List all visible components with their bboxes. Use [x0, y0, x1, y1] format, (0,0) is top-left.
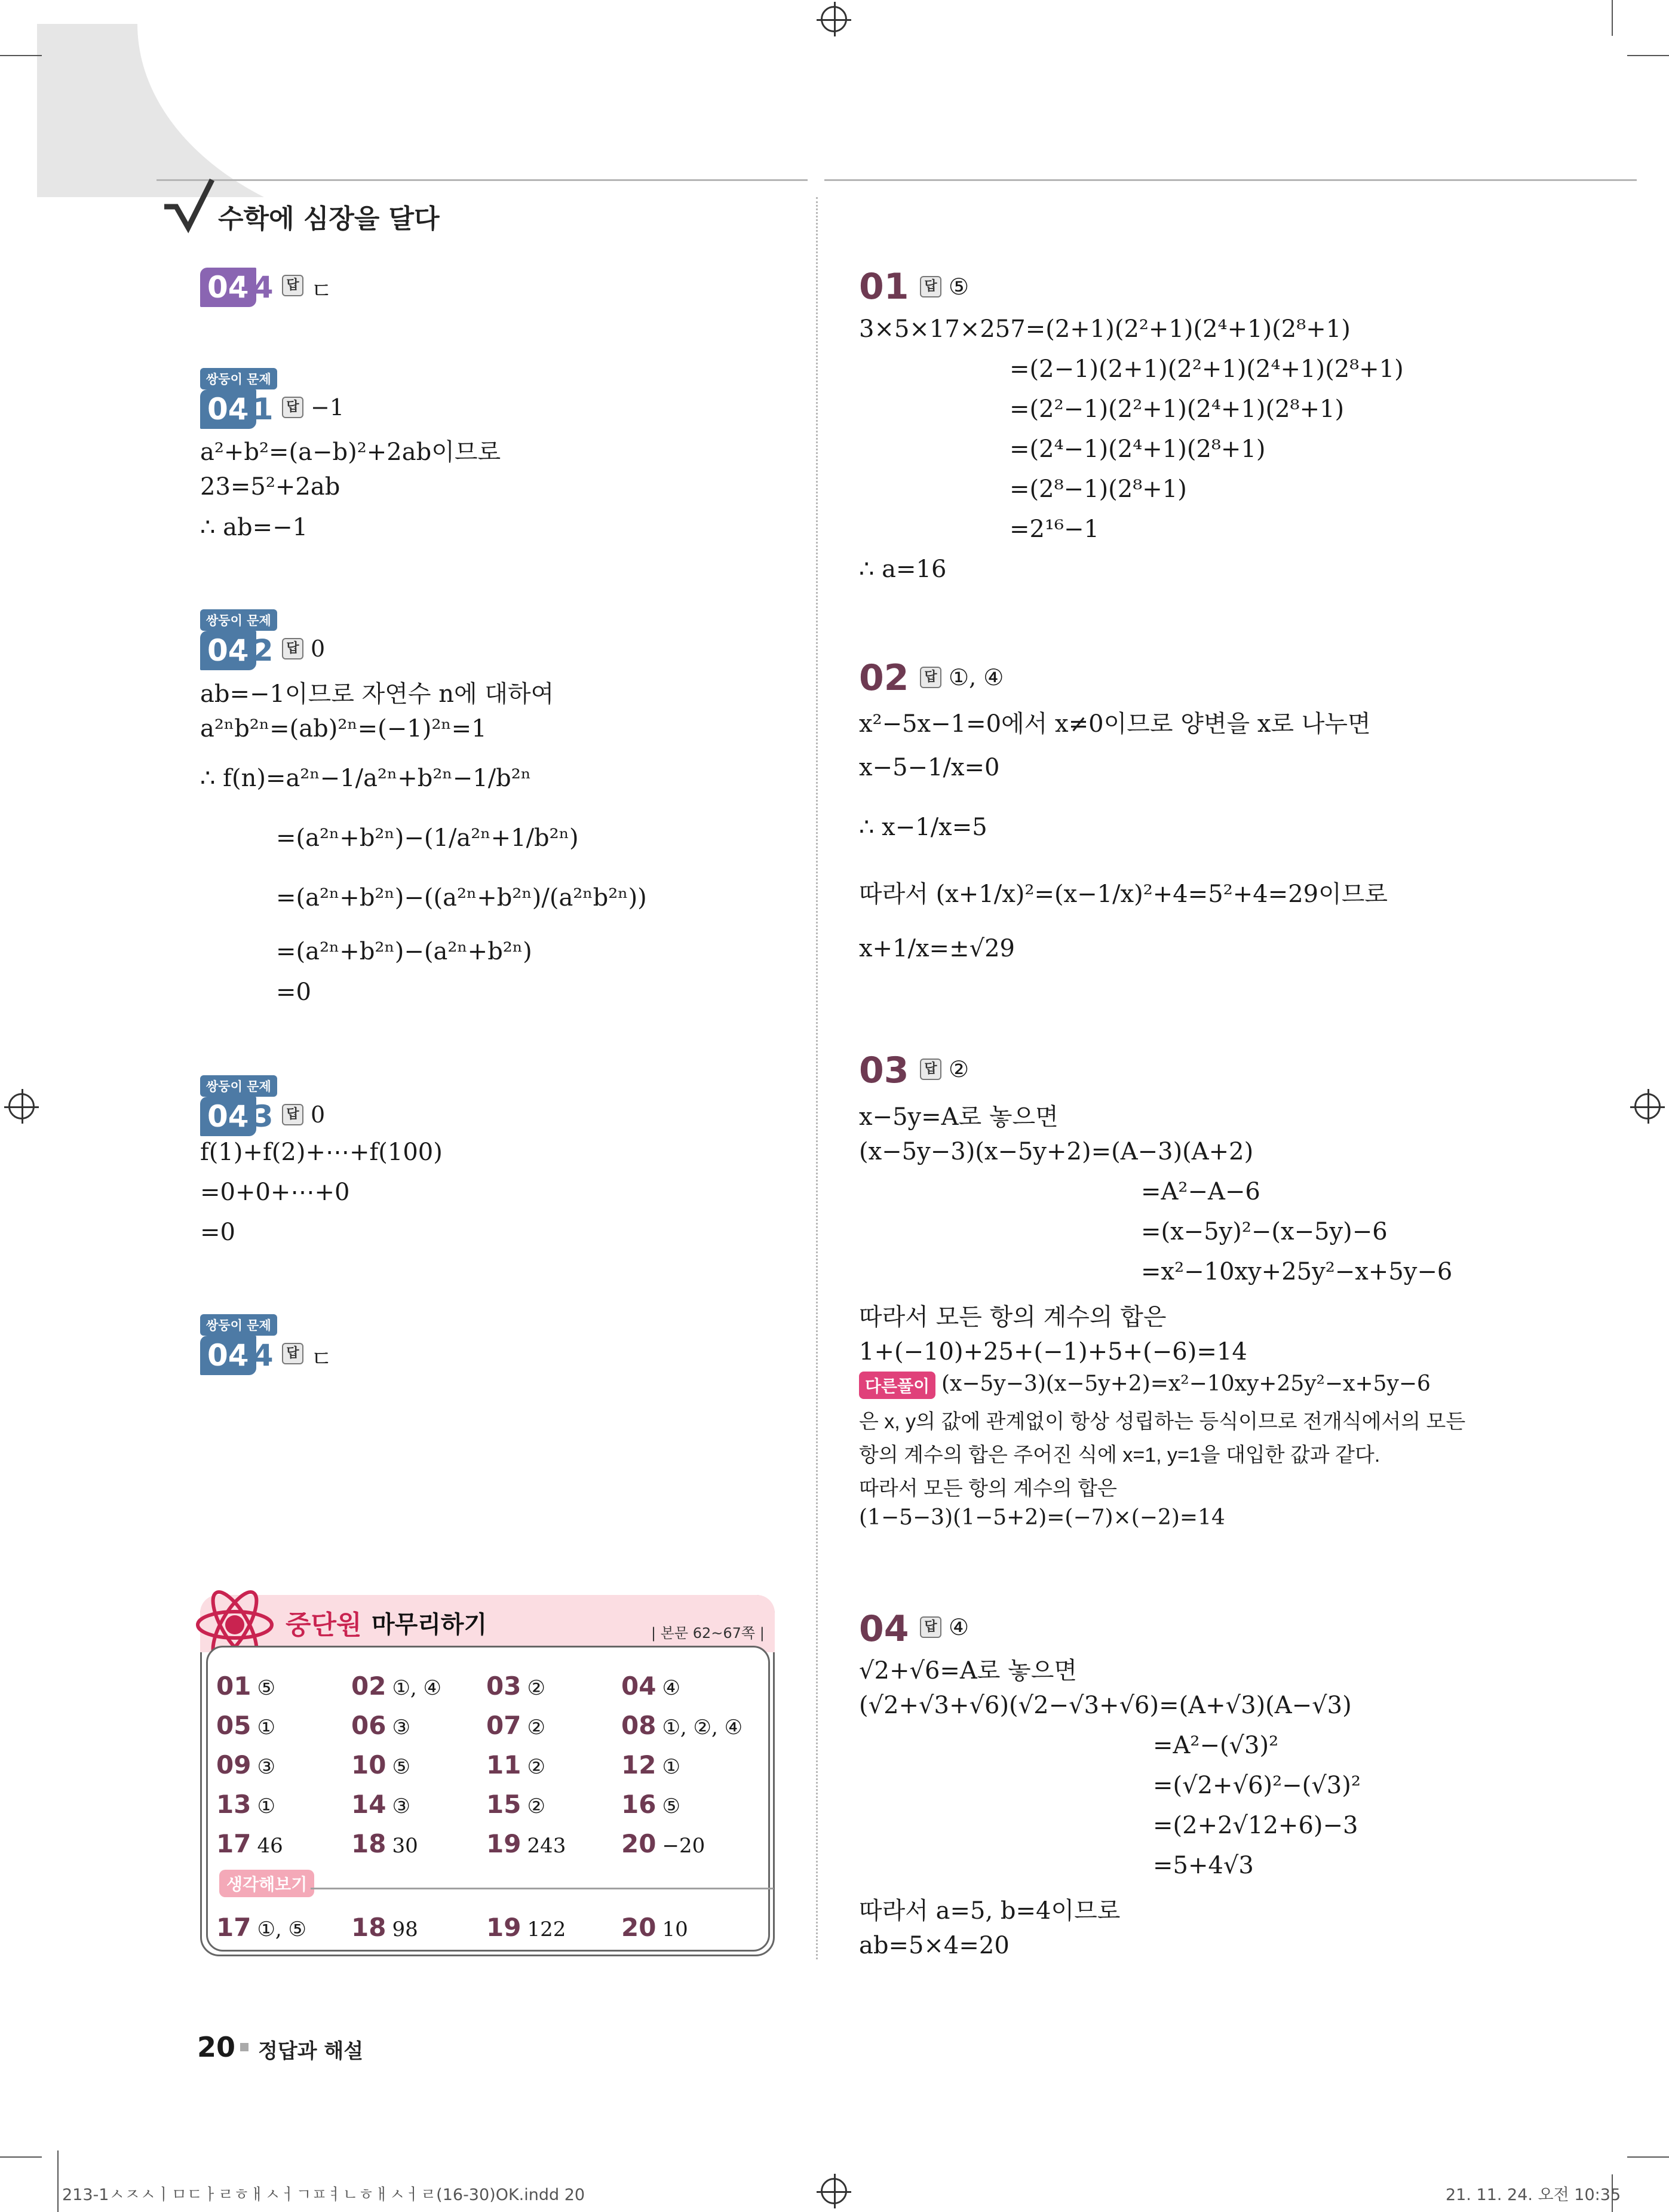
summary-answer-value: 30 — [392, 1834, 418, 1858]
solution-line: =0 — [200, 1219, 235, 1246]
think-answer-value: 122 — [527, 1918, 566, 1941]
solution-line: 23=5²+2ab — [200, 473, 340, 501]
header-rule-right — [824, 179, 1637, 181]
summary-answer-value: ② — [527, 1716, 545, 1739]
summary-problem-number: 04 — [621, 1671, 656, 1701]
registration-mark-icon — [8, 1093, 35, 1119]
problem-suffix: -4 — [240, 1338, 274, 1373]
summary-answer-cell — [621, 1711, 743, 1740]
think-problem-number: 18 — [351, 1913, 386, 1942]
summary-answer-value: ① — [257, 1716, 275, 1739]
summary-problem-number: 16 — [621, 1790, 656, 1819]
page-section-label: 정답과 해설 — [258, 2039, 364, 2063]
summary-answer-value: ⑤ — [392, 1755, 410, 1779]
solution-line: 1+(−10)+25+(−1)+5+(−6)=14 — [859, 1338, 1247, 1366]
solution-line: =(2−1)(2+1)(2²+1)(2⁴+1)(2⁸+1) — [1010, 355, 1404, 383]
summary-answer-value: 243 — [527, 1834, 566, 1858]
solution-line: =0 — [276, 978, 311, 1006]
think-answer-cell — [486, 1913, 566, 1942]
summary-problem-number: 20 — [621, 1829, 656, 1858]
alt-solution-line: 은 x, y의 값에 관계없이 항상 성립하는 등식이므로 전개식에서의 모든 — [859, 1410, 1466, 1433]
answer-mark-icon: 답 — [920, 1059, 941, 1080]
print-timestamp: 21. 11. 24. 오전 10:35 — [1446, 2186, 1621, 2204]
crop-mark — [0, 55, 42, 56]
solution-line: 따라서 a=5, b=4이므로 — [859, 1897, 1121, 1925]
answer-mark-icon: 답 — [282, 275, 303, 296]
problem-suffix: -3 — [240, 1099, 274, 1134]
solution-line: =(a²ⁿ+b²ⁿ)−(a²ⁿ+b²ⁿ) — [276, 938, 532, 965]
summary-answer-cell — [621, 1829, 705, 1858]
summary-answer-cell — [351, 1671, 441, 1701]
summary-answer-value: ⑤ — [662, 1794, 680, 1818]
summary-answer-value: ① — [662, 1755, 680, 1779]
solution-line: =(2⁸−1)(2⁸+1) — [1010, 475, 1187, 503]
solution-line: =(a²ⁿ+b²ⁿ)−((a²ⁿ+b²ⁿ)/(a²ⁿb²ⁿ)) — [276, 884, 647, 912]
summary-problem-number: 07 — [486, 1711, 521, 1740]
summary-answer-cell — [486, 1829, 566, 1858]
summary-problem-number: 06 — [351, 1711, 386, 1740]
summary-title: 중단원 — [286, 1610, 362, 1640]
summary-answer-cell — [216, 1790, 275, 1819]
solution-line: =(x−5y)²−(x−5y)−6 — [1141, 1218, 1388, 1245]
solution-line: =(a²ⁿ+b²ⁿ)−(1/a²ⁿ+1/b²ⁿ) — [276, 824, 579, 852]
summary-subtitle: 마무리하기 — [372, 1611, 487, 1639]
summary-answer-value: 46 — [257, 1834, 283, 1858]
summary-answer-cell — [621, 1790, 680, 1819]
problem-suffix: -1 — [240, 392, 274, 427]
solution-line: =A²−A−6 — [1141, 1178, 1260, 1205]
twin-problem-label: 쌍둥이 문제 — [200, 368, 277, 389]
summary-answer-value: ① — [257, 1794, 275, 1818]
solution-line: a²ⁿb²ⁿ=(ab)²ⁿ=(−1)²ⁿ=1 — [200, 715, 487, 743]
answer-value: 0 — [311, 1102, 326, 1128]
crop-mark — [57, 2150, 59, 2212]
summary-answer-value: ④ — [662, 1676, 680, 1700]
solution-line: f(1)+f(2)+⋯+f(100) — [200, 1139, 443, 1166]
solution-line: ab=5×4=20 — [859, 1932, 1010, 1959]
registration-mark-icon — [1634, 1093, 1661, 1119]
summary-problem-number: 11 — [486, 1750, 521, 1780]
summary-answer-value: ⑤ — [257, 1676, 275, 1700]
file-info: 213-1ㅅㅈㅅㅣㅁㄷㅏㄹㅎㅐㅅㅓㄱㅍㅕㄴㅎㅐㅅㅓㄹ(16-30)OK.indd 20 — [62, 2186, 585, 2204]
summary-answer-cell — [486, 1711, 545, 1740]
solution-line: =A²−(√3)² — [1153, 1732, 1279, 1759]
summary-problem-number: 02 — [351, 1671, 386, 1701]
summary-answer-cell — [486, 1671, 545, 1701]
sqrt-logo-icon — [161, 177, 221, 237]
think-answer-cell — [621, 1913, 688, 1942]
problem-number: 03 — [859, 1050, 909, 1091]
solution-line: 따라서 (x+1/x)²=(x−1/x)²+4=5²+4=29이므로 — [859, 880, 1388, 908]
column-divider — [816, 197, 818, 1959]
solution-line: ab=−1이므로 자연수 n에 대하여 — [200, 680, 554, 708]
summary-problem-number: 15 — [486, 1790, 521, 1819]
problem-number: 02 — [859, 657, 909, 699]
problem-suffix: -4 — [240, 270, 274, 305]
summary-answer-cell — [621, 1671, 680, 1701]
summary-answer-cell — [351, 1750, 410, 1780]
answer-value: ② — [949, 1056, 970, 1082]
think-answer-value: ①, ⑤ — [257, 1918, 307, 1941]
solution-line: (√2+√3+√6)(√2−√3+√6)=(A+√3)(A−√3) — [859, 1692, 1352, 1719]
solution-line: =x²−10xy+25y²−x+5y−6 — [1141, 1258, 1453, 1286]
summary-problem-number: 10 — [351, 1750, 386, 1780]
book-title: 수학에 심장을 달다 — [218, 204, 440, 234]
problem-tag: 04 — [200, 389, 256, 429]
solution-line: (x−5y−3)(x−5y+2)=(A−3)(A+2) — [859, 1138, 1254, 1165]
problem-tag: 04 — [200, 1097, 256, 1136]
summary-answer-value: −20 — [662, 1834, 705, 1858]
problem-number: 04 — [859, 1608, 909, 1650]
answer-value: ⑤ — [949, 274, 970, 300]
summary-answer-cell — [216, 1711, 275, 1740]
summary-problem-number: 17 — [216, 1829, 251, 1858]
alt-solution-line: 항의 계수의 합은 주어진 식에 x=1, y=1을 대입한 값과 같다. — [859, 1444, 1380, 1467]
summary-answer-cell — [216, 1671, 275, 1701]
answer-value: 0 — [311, 636, 326, 662]
crop-mark — [1612, 0, 1613, 36]
summary-problem-number: 09 — [216, 1750, 251, 1780]
think-further-label: 생각해보기 — [219, 1870, 314, 1897]
registration-mark-icon — [821, 2178, 847, 2204]
think-problem-number: 19 — [486, 1913, 521, 1942]
problem-tag: 04 — [200, 268, 256, 307]
answer-mark-icon: 답 — [282, 638, 303, 659]
summary-answer-cell — [216, 1829, 283, 1858]
problem-tag: 04 — [200, 631, 256, 670]
solution-line: x+1/x=±√29 — [859, 935, 1015, 962]
think-answer-cell — [216, 1913, 306, 1942]
solution-line: ∴ ab=−1 — [200, 514, 308, 541]
crop-mark — [1627, 55, 1669, 56]
solution-line: =(2⁴−1)(2⁴+1)(2⁸+1) — [1010, 435, 1266, 463]
summary-answer-value: ② — [527, 1676, 545, 1700]
summary-answer-value: ①, ②, ④ — [662, 1716, 743, 1739]
answer-mark-icon: 답 — [282, 1104, 303, 1125]
solution-line: =0+0+⋯+0 — [200, 1179, 350, 1206]
answer-value: −1 — [311, 394, 345, 421]
page-number: 20 — [197, 2031, 236, 2063]
solution-line: =(√2+√6)²−(√3)² — [1153, 1772, 1361, 1799]
think-problem-number: 20 — [621, 1913, 656, 1942]
solution-line: =(2+2√12+6)−3 — [1153, 1812, 1358, 1839]
solution-line: x−5y=A로 놓으면 — [859, 1103, 1059, 1131]
page-bullet — [240, 2043, 248, 2051]
solution-line: ∴ x−1/x=5 — [859, 814, 987, 841]
summary-problem-number: 13 — [216, 1790, 251, 1819]
answer-value: ④ — [949, 1614, 970, 1640]
registration-mark-icon — [821, 6, 847, 32]
header-rule-left — [157, 179, 808, 181]
summary-answer-cell — [351, 1711, 410, 1740]
summary-problem-number: 19 — [486, 1829, 521, 1858]
solution-line: =(2²−1)(2²+1)(2⁴+1)(2⁸+1) — [1010, 395, 1345, 423]
answer-value: ①, ④ — [949, 664, 1004, 691]
summary-page-ref: | 본문 62~67쪽 | — [651, 1625, 765, 1642]
summary-problem-number: 01 — [216, 1671, 251, 1701]
summary-answer-cell — [486, 1750, 545, 1780]
answer-mark-icon: 답 — [282, 397, 303, 418]
problem-suffix: -2 — [240, 633, 274, 668]
alt-solution-line: (x−5y−3)(x−5y+2)=x²−10xy+25y²−x+5y−6 — [941, 1372, 1431, 1396]
problem-tag: 04 — [200, 1336, 256, 1375]
answer-mark-icon: 답 — [920, 1616, 941, 1638]
alt-solution-line: 따라서 모든 항의 계수의 합은 — [859, 1477, 1117, 1500]
twin-problem-label: 쌍둥이 문제 — [200, 1075, 277, 1097]
answer-mark-icon: 답 — [282, 1343, 303, 1364]
summary-answer-value: ③ — [392, 1794, 410, 1818]
answer-value: ㄷ — [311, 278, 333, 304]
summary-answer-cell — [351, 1790, 410, 1819]
summary-answer-cell — [621, 1750, 680, 1780]
solution-line: =2¹⁶−1 — [1010, 516, 1099, 543]
summary-problem-number: 18 — [351, 1829, 386, 1858]
think-answer-cell — [351, 1913, 418, 1942]
solution-line: ∴ a=16 — [859, 556, 947, 583]
answer-mark-icon: 답 — [920, 667, 941, 688]
solution-line: √2+√6=A로 놓으면 — [859, 1657, 1078, 1685]
crop-mark — [1627, 2156, 1669, 2158]
problem-number: 01 — [859, 266, 909, 308]
summary-answer-value: ② — [527, 1794, 545, 1818]
summary-answer-value: ①, ④ — [392, 1676, 442, 1700]
solution-line: 3×5×17×257=(2+1)(2²+1)(2⁴+1)(2⁸+1) — [859, 315, 1351, 343]
summary-problem-number: 08 — [621, 1711, 656, 1740]
alternative-solution-label: 다른풀이 — [859, 1372, 935, 1399]
summary-problem-number: 12 — [621, 1750, 656, 1780]
summary-problem-number: 14 — [351, 1790, 386, 1819]
think-answer-value: 10 — [662, 1918, 688, 1941]
solution-line: ∴ f(n)=a²ⁿ−1/a²ⁿ+b²ⁿ−1/b²ⁿ — [200, 765, 532, 792]
alt-solution-line: (1−5−3)(1−5+2)=(−7)×(−2)=14 — [859, 1505, 1225, 1530]
solution-line: x−5−1/x=0 — [859, 754, 1000, 781]
answer-mark-icon: 답 — [920, 276, 941, 297]
twin-problem-label: 쌍둥이 문제 — [200, 609, 277, 631]
summary-answer-value: ③ — [257, 1755, 275, 1779]
solution-line: 따라서 모든 항의 계수의 합은 — [859, 1303, 1167, 1331]
crop-mark — [0, 2156, 42, 2158]
solution-line: x²−5x−1=0에서 x≠0이므로 양변을 x로 나누면 — [859, 710, 1371, 738]
summary-problem-number: 05 — [216, 1711, 251, 1740]
summary-answer-value: ② — [527, 1755, 545, 1779]
summary-answer-cell — [351, 1829, 418, 1858]
twin-problem-label: 쌍둥이 문제 — [200, 1314, 277, 1336]
think-divider — [311, 1888, 774, 1889]
think-problem-number: 17 — [216, 1913, 251, 1942]
summary-problem-number: 03 — [486, 1671, 521, 1701]
summary-answer-cell — [216, 1750, 275, 1780]
solution-line: =5+4√3 — [1153, 1852, 1254, 1879]
think-answer-value: 98 — [392, 1918, 418, 1941]
answer-value: ㄷ — [311, 1346, 333, 1372]
solution-line: a²+b²=(a−b)²+2ab이므로 — [200, 438, 501, 466]
summary-answer-value: ③ — [392, 1716, 410, 1739]
summary-answer-cell — [486, 1790, 545, 1819]
